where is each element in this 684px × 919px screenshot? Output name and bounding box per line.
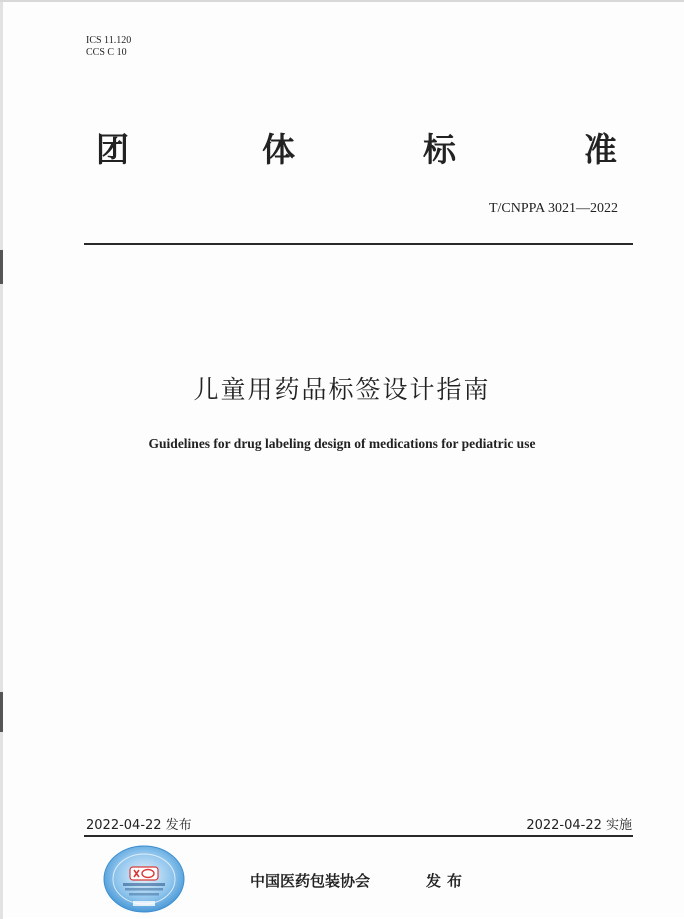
scan-edge-mark <box>0 692 3 732</box>
top-divider <box>84 243 633 245</box>
standard-type-char-2: 体 <box>262 130 295 169</box>
ics-code: ICS 11.120 <box>86 35 132 46</box>
implementation-date: 2022-04-22 实施 <box>526 818 632 833</box>
classification-codes <box>86 35 131 59</box>
publish-label: 发布 <box>426 872 469 890</box>
standard-type-char-1: 团 <box>96 130 129 169</box>
scan-edge-mark <box>0 250 3 284</box>
standard-number: T/CNPPA 3021—2022 <box>488 201 618 216</box>
issue-date: 2022-04-22 发布 <box>86 818 192 833</box>
standard-type-char-3: 标 <box>423 130 456 169</box>
standard-type-char-4: 准 <box>584 130 617 169</box>
ccs-code: CCS C 10 <box>86 47 127 58</box>
bottom-divider <box>84 835 633 837</box>
page-edge <box>0 2 3 919</box>
title-english: Guidelines for drug labeling design of medications for pediatric use <box>148 436 536 451</box>
anti-counterfeit-seal-icon <box>103 845 185 913</box>
title-chinese: 儿童用药品标签设计指南 <box>193 375 491 404</box>
publisher-name: 中国医药包装协会 <box>250 872 371 890</box>
